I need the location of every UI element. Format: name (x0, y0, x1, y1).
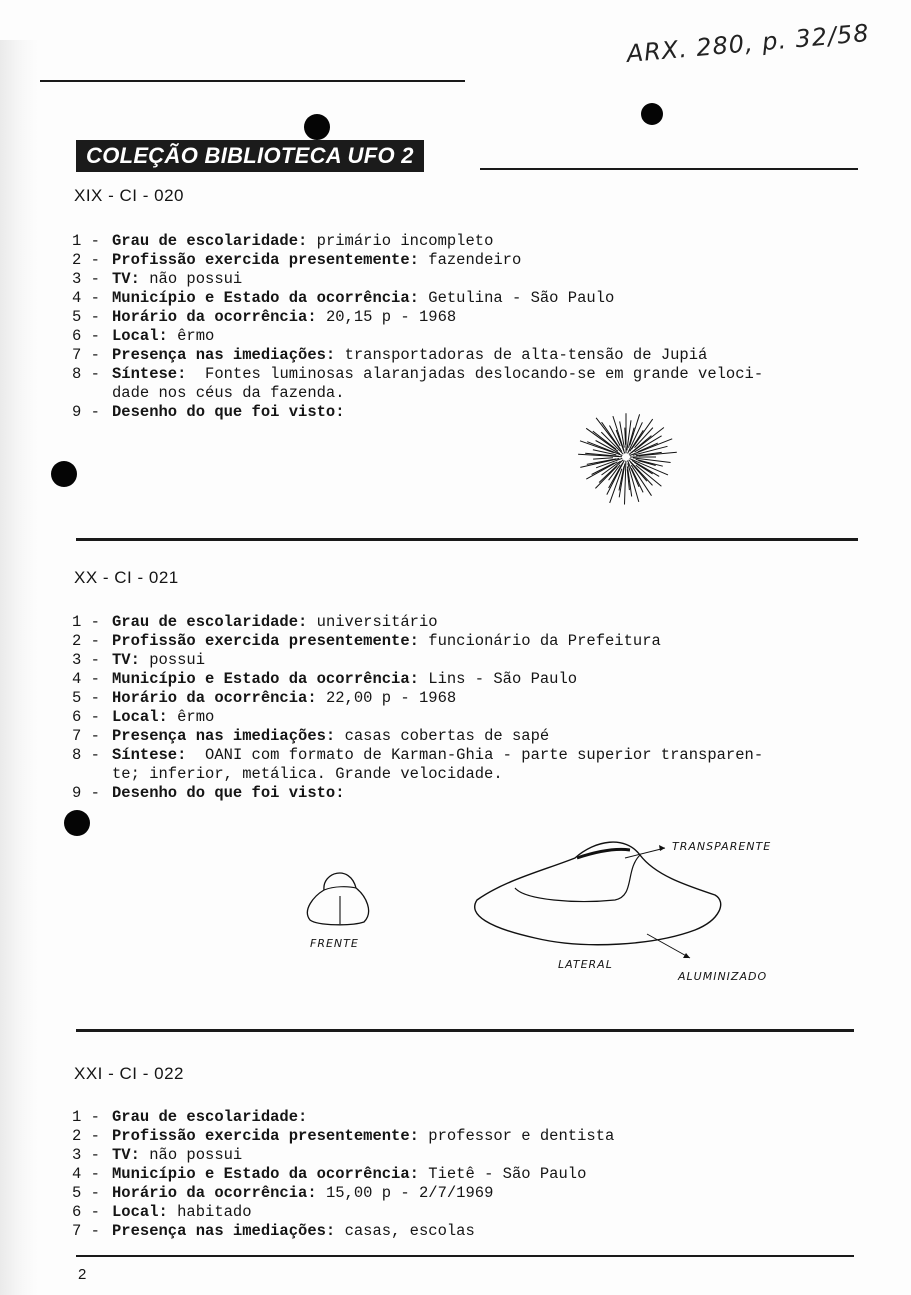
item-number: 5 - (72, 689, 100, 707)
item-value: possui (149, 651, 206, 669)
item-number: 3 - (72, 270, 100, 288)
item-value-continued: te; inferior, metálica. Grande velocidade. (112, 765, 503, 783)
punch-hole (64, 810, 90, 836)
punch-hole (641, 103, 663, 125)
case-id: XXI - CI - 022 (74, 1064, 184, 1083)
item-label: TV: (112, 651, 140, 669)
item-label: Desenho do que foi visto: (112, 784, 345, 802)
punch-hole (304, 114, 330, 140)
item-value: primário incompleto (316, 232, 494, 250)
case-item (72, 270, 242, 289)
item-number: 6 - (72, 1203, 100, 1221)
object-front-sketch (300, 862, 380, 942)
item-label: Síntese: (112, 365, 187, 383)
item-label: Síntese: (112, 746, 187, 764)
sketch-label-transparent: TRANSPARENTE (672, 840, 772, 853)
scan-margin-shadow (0, 40, 38, 1295)
case-item (72, 1222, 475, 1241)
item-value: OANI com formato de Karman-Ghia - parte superior transparen- (195, 746, 764, 764)
item-number: 4 - (72, 670, 100, 688)
item-label: Local: (112, 708, 168, 726)
item-label: Presença nas imediações: (112, 727, 336, 745)
item-label: Profissão exercida presentemente: (112, 1127, 419, 1145)
item-number: 7 - (72, 1222, 100, 1240)
item-value: 20,15 p - 1968 (325, 308, 457, 326)
case-id: XX - CI - 021 (74, 568, 179, 587)
item-label: Horário da ocorrência: (112, 308, 317, 326)
item-number: 1 - (72, 613, 100, 631)
archive-reference: ARX. 280, p. 32/58 (625, 18, 871, 68)
item-value: funcionário da Prefeitura (428, 632, 661, 650)
case-item (72, 689, 456, 708)
item-value: Tietê - São Paulo (428, 1165, 587, 1183)
sketch-label-front: FRENTE (310, 937, 359, 950)
item-label: Profissão exercida presentemente: (112, 632, 419, 650)
item-label: Município e Estado da ocorrência: (112, 670, 419, 688)
item-label: Município e Estado da ocorrência: (112, 1165, 419, 1183)
item-label: Grau de escolaridade: (112, 1108, 308, 1126)
case-item (72, 708, 214, 727)
case-item (72, 746, 763, 784)
case-id: XIX - CI - 020 (74, 186, 184, 205)
case-item (72, 670, 577, 689)
item-value: universitário (316, 613, 438, 631)
item-label: Presença nas imediações: (112, 346, 336, 364)
item-value: casas cobertas de sapé (344, 727, 550, 745)
item-label: Local: (112, 327, 168, 345)
item-number: 8 - (72, 365, 100, 383)
case-item (72, 1184, 493, 1203)
item-number: 6 - (72, 708, 100, 726)
case-item (72, 327, 214, 346)
item-label: Profissão exercida presentemente: (112, 251, 419, 269)
bottom-rule (76, 1255, 854, 1257)
punch-hole (51, 461, 77, 487)
case-item (72, 251, 521, 270)
item-number: 3 - (72, 651, 100, 669)
section-rule (76, 1029, 854, 1032)
item-value: Lins - São Paulo (428, 670, 578, 688)
case-item (72, 232, 493, 251)
starburst-sketch (570, 405, 682, 510)
item-number: 3 - (72, 1146, 100, 1164)
case-item (72, 613, 438, 632)
item-value: transportadoras de alta-tensão de Jupiá (344, 346, 708, 364)
item-number: 9 - (72, 403, 100, 421)
item-number: 5 - (72, 308, 100, 326)
item-value: êrmo (177, 327, 215, 345)
item-label: Desenho do que foi visto: (112, 403, 345, 421)
collection-banner: COLEÇÃO BIBLIOTECA UFO 2 (76, 140, 424, 172)
case-item (72, 289, 614, 308)
case-item (72, 1203, 252, 1222)
item-value: Getulina - São Paulo (428, 289, 615, 307)
item-number: 1 - (72, 232, 100, 250)
case-item (72, 1146, 242, 1165)
case-item (72, 403, 354, 422)
item-value: fazendeiro (428, 251, 522, 269)
item-number: 7 - (72, 346, 100, 364)
item-number: 2 - (72, 251, 100, 269)
item-label: Presença nas imediações: (112, 1222, 336, 1240)
top-rule (40, 80, 465, 82)
case-item (72, 1165, 586, 1184)
item-value: 15,00 p - 2/7/1969 (325, 1184, 494, 1202)
item-number: 4 - (72, 289, 100, 307)
item-label: TV: (112, 270, 140, 288)
item-label: TV: (112, 1146, 140, 1164)
case-item (72, 632, 661, 651)
item-number: 2 - (72, 632, 100, 650)
sketch-label-aluminized: ALUMINIZADO (678, 970, 768, 983)
item-label: Local: (112, 1203, 168, 1221)
item-label: Horário da ocorrência: (112, 1184, 317, 1202)
case-item (72, 1108, 317, 1127)
item-number: 8 - (72, 746, 100, 764)
item-value: não possui (149, 270, 243, 288)
item-value: professor e dentista (428, 1127, 615, 1145)
page-number: 2 (78, 1266, 87, 1283)
case-item (72, 1127, 614, 1146)
item-number: 4 - (72, 1165, 100, 1183)
item-number: 7 - (72, 727, 100, 745)
section-rule (76, 538, 858, 541)
case-item (72, 727, 549, 746)
banner-rule (480, 168, 858, 170)
case-item (72, 346, 707, 365)
item-number: 9 - (72, 784, 100, 802)
item-value-continued: dade nos céus da fazenda. (112, 384, 345, 402)
item-label: Município e Estado da ocorrência: (112, 289, 419, 307)
case-item (72, 784, 354, 803)
item-value: habitado (177, 1203, 252, 1221)
item-number: 2 - (72, 1127, 100, 1145)
sketch-label-side: LATERAL (558, 958, 613, 971)
item-value: êrmo (177, 708, 215, 726)
case-item (72, 651, 205, 670)
item-label: Grau de escolaridade: (112, 232, 308, 250)
item-value: 22,00 p - 1968 (325, 689, 457, 707)
item-value: não possui (149, 1146, 243, 1164)
case-item (72, 365, 763, 403)
item-value: casas, escolas (344, 1222, 475, 1240)
item-number: 5 - (72, 1184, 100, 1202)
item-number: 6 - (72, 327, 100, 345)
item-number: 1 - (72, 1108, 100, 1126)
case-item (72, 308, 456, 327)
item-label: Horário da ocorrência: (112, 689, 317, 707)
item-value: Fontes luminosas alaranjadas deslocando-se em grande veloci- (195, 365, 764, 383)
item-label: Grau de escolaridade: (112, 613, 308, 631)
